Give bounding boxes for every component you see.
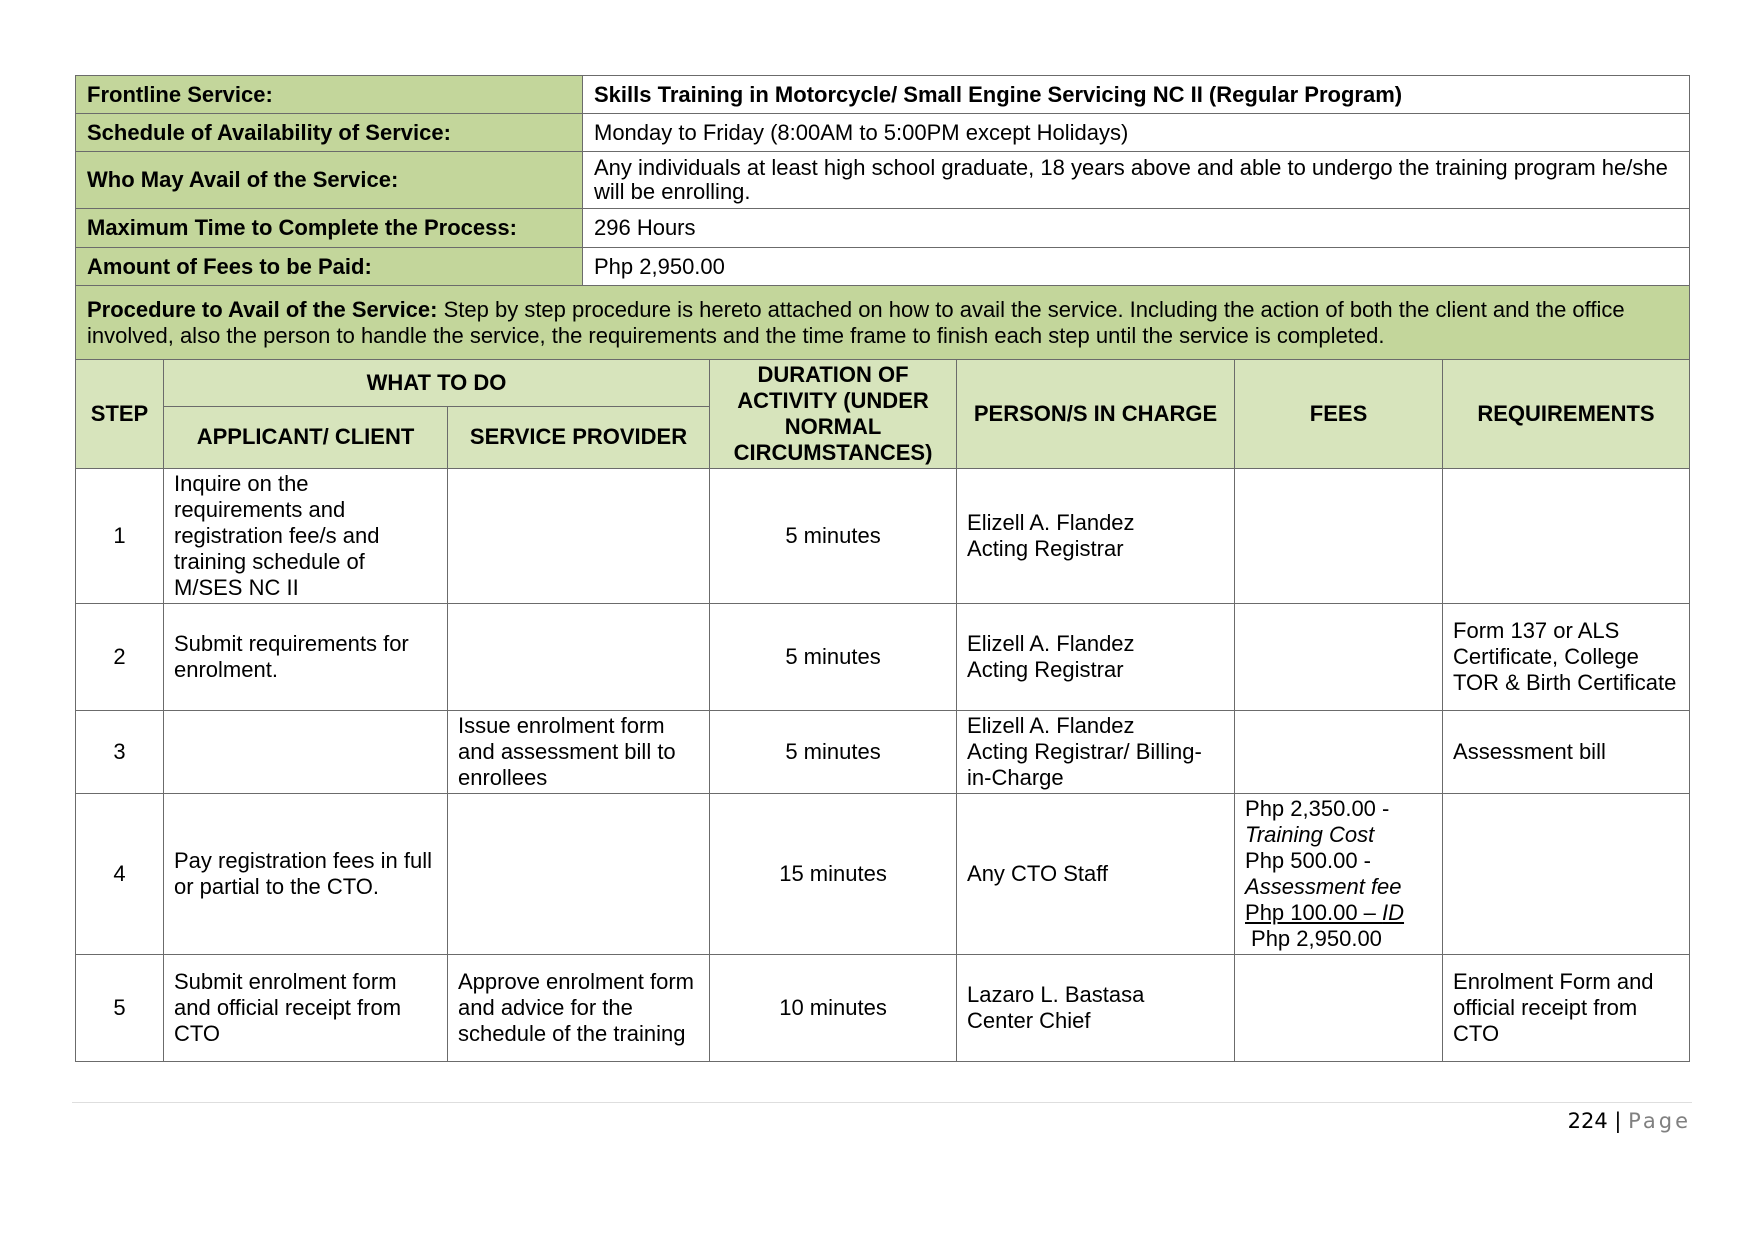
procedure-label: Procedure to Avail of the Service: bbox=[87, 297, 438, 322]
fees-value: Php 2,950.00 bbox=[583, 248, 1690, 286]
person-name: Elizell A. Flandez bbox=[967, 631, 1135, 656]
step-number: 4 bbox=[76, 794, 164, 955]
table-row bbox=[76, 604, 1690, 711]
person-in-charge bbox=[957, 794, 1235, 955]
duration: 5 minutes bbox=[710, 469, 957, 604]
footer-divider bbox=[72, 1102, 1692, 1103]
requirements: Assessment bill bbox=[1443, 711, 1690, 794]
step-number: 3 bbox=[76, 711, 164, 794]
citizens-charter-sheet bbox=[75, 75, 1690, 1062]
step-number: 1 bbox=[76, 469, 164, 604]
person-in-charge bbox=[957, 604, 1235, 711]
person-in-charge bbox=[957, 955, 1235, 1062]
applicant-action: Inquire on the requirements and registration fee/s and training schedule of M/SES NC II bbox=[164, 469, 448, 604]
person-in-charge bbox=[957, 711, 1235, 794]
schedule-row bbox=[76, 114, 1690, 152]
provider-action bbox=[448, 469, 710, 604]
applicant-action: Submit enrolment form and official receipt from CTO bbox=[164, 955, 448, 1062]
id-fee-line bbox=[1245, 900, 1432, 926]
fees-label: Amount of Fees to be Paid: bbox=[76, 248, 583, 286]
table-row bbox=[76, 711, 1690, 794]
who-may-avail-value: Any individuals at least high school graduate, 18 years above and able to undergo the training program he/she will be enrolling. bbox=[583, 152, 1690, 209]
schedule-label: Schedule of Availability of Service: bbox=[76, 114, 583, 152]
header-row-1 bbox=[76, 360, 1690, 407]
step-number: 5 bbox=[76, 955, 164, 1062]
table-row bbox=[76, 955, 1690, 1062]
max-time-value: 296 Hours bbox=[583, 209, 1690, 248]
requirements: Form 137 or ALS Certificate, College TOR & Birth Certificate bbox=[1443, 604, 1690, 711]
header-fees: FEES bbox=[1235, 360, 1443, 469]
applicant-action: Pay registration fees in full or partial to the CTO. bbox=[164, 794, 448, 955]
person-title: Acting Registrar/ Billing-in-Charge bbox=[967, 739, 1202, 790]
person-title: Center Chief bbox=[967, 1008, 1091, 1033]
requirements bbox=[1443, 469, 1690, 604]
header-person: PERSON/S IN CHARGE bbox=[957, 360, 1235, 469]
header-requirements: REQUIREMENTS bbox=[1443, 360, 1690, 469]
who-may-avail-row bbox=[76, 152, 1690, 209]
provider-action bbox=[448, 794, 710, 955]
frontline-service-label: Frontline Service: bbox=[76, 76, 583, 114]
steps-table bbox=[75, 359, 1690, 1062]
page-footer bbox=[1568, 1108, 1691, 1134]
table-row bbox=[76, 794, 1690, 955]
who-may-avail-label: Who May Avail of the Service: bbox=[76, 152, 583, 209]
applicant-action: Submit requirements for enrolment. bbox=[164, 604, 448, 711]
fees-cell bbox=[1235, 604, 1443, 711]
fees-cell bbox=[1235, 469, 1443, 604]
assessment-fee-label: Assessment fee bbox=[1245, 874, 1402, 899]
provider-action: Approve enrolment form and advice for the schedule of the training bbox=[448, 955, 710, 1062]
provider-action: Issue enrolment form and assessment bill to enrollees bbox=[448, 711, 710, 794]
duration: 5 minutes bbox=[710, 604, 957, 711]
procedure-text: Step by step procedure is hereto attached on how to avail the service. Including the action of both the client and the office involved, also the person to handle the service, the requirements and the time frame to finish each step until the service is completed. bbox=[87, 297, 1625, 348]
person-title: Acting Registrar bbox=[967, 657, 1124, 682]
header-what-to-do: WHAT TO DO bbox=[164, 360, 710, 407]
frontline-service-value: Skills Training in Motorcycle/ Small Engine Servicing NC II (Regular Program) bbox=[583, 76, 1690, 114]
frontline-service-row bbox=[76, 76, 1690, 114]
id-fee-amount: Php 100.00 – bbox=[1245, 900, 1383, 925]
schedule-value: Monday to Friday (8:00AM to 5:00PM except Holidays) bbox=[583, 114, 1690, 152]
procedure-cell bbox=[76, 286, 1690, 360]
requirements bbox=[1443, 794, 1690, 955]
provider-action bbox=[448, 604, 710, 711]
fees-cell bbox=[1235, 711, 1443, 794]
id-fee-label: ID bbox=[1382, 900, 1405, 925]
person-name: Elizell A. Flandez bbox=[967, 713, 1135, 738]
fees-cell bbox=[1235, 794, 1443, 955]
service-info-table bbox=[75, 75, 1690, 360]
duration: 10 minutes bbox=[710, 955, 957, 1062]
person-name: Lazaro L. Bastasa bbox=[967, 982, 1145, 1007]
duration: 15 minutes bbox=[710, 794, 957, 955]
page-word: Page bbox=[1628, 1109, 1691, 1133]
training-fee-label: Training Cost bbox=[1245, 822, 1375, 847]
header-step: STEP bbox=[76, 360, 164, 469]
header-provider: SERVICE PROVIDER bbox=[448, 406, 710, 468]
duration: 5 minutes bbox=[710, 711, 957, 794]
max-time-label: Maximum Time to Complete the Process: bbox=[76, 209, 583, 248]
assessment-fee-amount: Php 500.00 - bbox=[1245, 848, 1371, 873]
page-number: 224 bbox=[1567, 1109, 1608, 1133]
person-name: Any CTO Staff bbox=[967, 861, 1109, 886]
page-separator: | bbox=[1607, 1109, 1629, 1133]
person-name: Elizell A. Flandez bbox=[967, 510, 1135, 535]
fees-cell bbox=[1235, 955, 1443, 1062]
requirements: Enrolment Form and official receipt from CTO bbox=[1443, 955, 1690, 1062]
max-time-row bbox=[76, 209, 1690, 248]
applicant-action bbox=[164, 711, 448, 794]
person-in-charge bbox=[957, 469, 1235, 604]
procedure-row bbox=[76, 286, 1690, 360]
header-applicant: APPLICANT/ CLIENT bbox=[164, 406, 448, 468]
table-row bbox=[76, 469, 1690, 604]
step-number: 2 bbox=[76, 604, 164, 711]
total-fee: Php 2,950.00 bbox=[1251, 926, 1382, 951]
training-fee-amount: Php 2,350.00 - bbox=[1245, 796, 1390, 821]
person-title: Acting Registrar bbox=[967, 536, 1124, 561]
fees-row bbox=[76, 248, 1690, 286]
header-duration: DURATION OF ACTIVITY (UNDER NORMAL CIRCUMSTANCES) bbox=[710, 360, 957, 469]
